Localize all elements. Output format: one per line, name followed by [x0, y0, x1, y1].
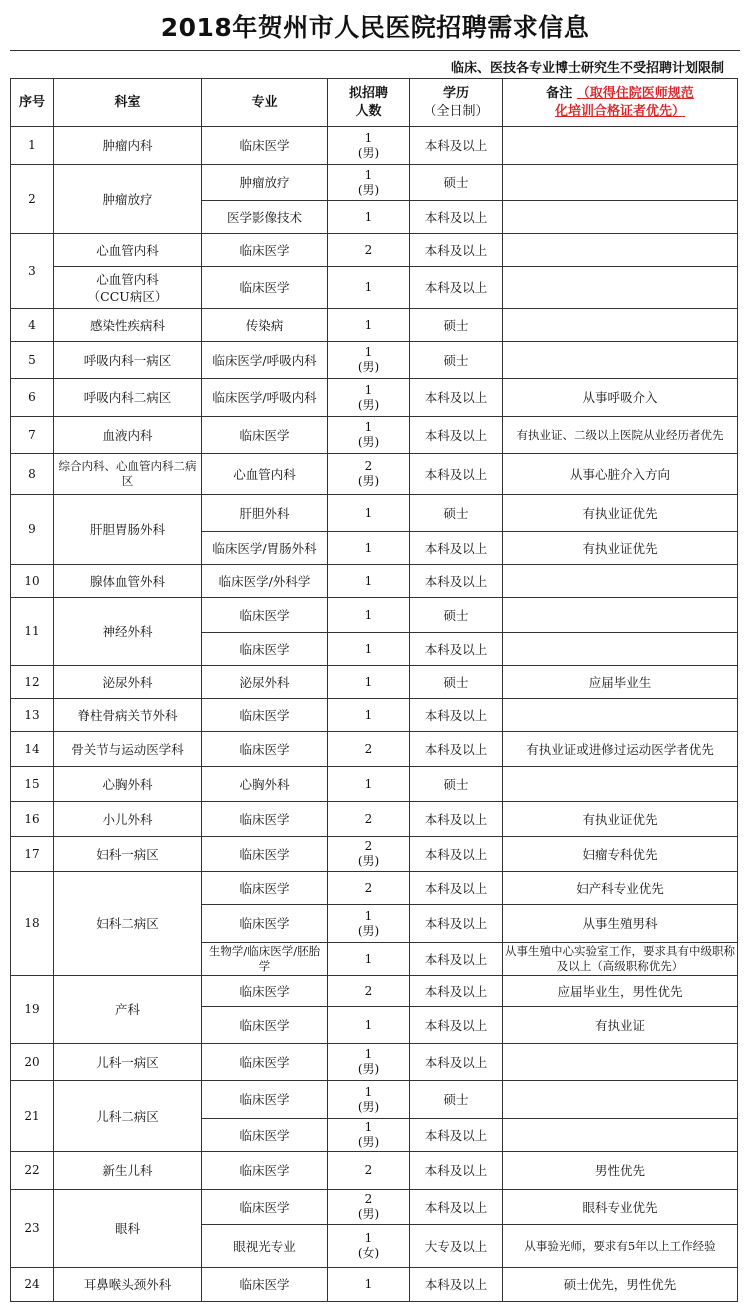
cell-dept: 腺体血管外科	[54, 565, 202, 598]
cell-note: 应届毕业生，男性优先	[503, 976, 738, 1007]
cell-count: 2	[328, 732, 410, 767]
cell-count: 1 (男)	[328, 342, 410, 379]
cell-major: 眼视光专业	[202, 1225, 328, 1268]
cell-seq: 20	[11, 1044, 54, 1081]
cell-dept: 小儿外科	[54, 802, 202, 837]
cell-note	[503, 309, 738, 342]
cell-education: 本科及以上	[410, 1268, 503, 1302]
cell-count: 1	[328, 565, 410, 598]
cell-dept: 心胸外科	[54, 767, 202, 802]
cell-education: 本科及以上	[410, 1152, 503, 1190]
page-subtitle: 临床、医技各专业博士研究生不受招聘计划限制	[450, 61, 724, 76]
cell-seq: 7	[11, 417, 54, 454]
cell-dept: 儿科一病区	[54, 1044, 202, 1081]
cell-count: 1	[328, 1268, 410, 1302]
cell-note: 妇瘤专科优先	[503, 837, 738, 872]
cell-dept: 骨关节与运动医学科	[54, 732, 202, 767]
cell-count: 2	[328, 802, 410, 837]
cell-major: 临床医学/呼吸内科	[202, 379, 328, 417]
cell-note: 有执业证优先	[503, 495, 738, 532]
cell-education: 本科及以上	[410, 633, 503, 666]
cell-education: 本科及以上	[410, 1190, 503, 1225]
cell-education: 本科及以上	[410, 1007, 503, 1044]
cell-note	[503, 1119, 738, 1152]
cell-major: 肝胆外科	[202, 495, 328, 532]
cell-count: 1	[328, 666, 410, 699]
cell-note	[503, 342, 738, 379]
cell-dept: 产科	[54, 976, 202, 1044]
cell-education: 本科及以上	[410, 943, 503, 976]
cell-seq: 13	[11, 699, 54, 732]
cell-major: 临床医学	[202, 267, 328, 309]
cell-note: 从事生殖男科	[503, 905, 738, 943]
table-row	[11, 309, 738, 342]
cell-major: 泌尿外科	[202, 666, 328, 699]
note-red-text: （取得住院医师规范	[576, 85, 694, 101]
cell-count: 1 (男)	[328, 165, 410, 201]
table-row	[11, 598, 738, 633]
cell-seq: 6	[11, 379, 54, 417]
cell-dept: 妇科一病区	[54, 837, 202, 872]
cell-major: 临床医学	[202, 872, 328, 905]
cell-major: 临床医学	[202, 837, 328, 872]
cell-seq: 10	[11, 565, 54, 598]
cell-major: 临床医学	[202, 127, 328, 165]
cell-count: 1 (女)	[328, 1225, 410, 1268]
table-body	[11, 127, 738, 1302]
cell-note	[503, 234, 738, 267]
cell-count: 1	[328, 267, 410, 309]
cell-count: 1	[328, 1007, 410, 1044]
cell-education: 本科及以上	[410, 417, 503, 454]
cell-education: 本科及以上	[410, 267, 503, 309]
cell-note: 应届毕业生	[503, 666, 738, 699]
cell-education: 硕士	[410, 1081, 503, 1119]
cell-seq: 3	[11, 234, 54, 309]
cell-education: 本科及以上	[410, 976, 503, 1007]
table-row	[11, 767, 738, 802]
cell-major: 临床医学	[202, 1081, 328, 1119]
table-row	[11, 454, 738, 495]
cell-count: 1 (男)	[328, 417, 410, 454]
header-major: 专业	[202, 79, 328, 127]
cell-count: 2	[328, 976, 410, 1007]
cell-seq: 23	[11, 1190, 54, 1268]
cell-note: 有执业证优先	[503, 532, 738, 565]
cell-dept: 肿瘤放疗	[54, 165, 202, 234]
cell-count: 1 (男)	[328, 1081, 410, 1119]
cell-major: 临床医学	[202, 1190, 328, 1225]
header-seq: 序号	[11, 79, 54, 127]
cell-note	[503, 633, 738, 666]
table-row	[11, 234, 738, 267]
cell-count: 2	[328, 234, 410, 267]
cell-dept: 呼吸内科二病区	[54, 379, 202, 417]
cell-seq: 2	[11, 165, 54, 234]
cell-note	[503, 565, 738, 598]
cell-dept: 妇科二病区	[54, 872, 202, 976]
cell-major: 临床医学	[202, 976, 328, 1007]
cell-seq: 8	[11, 454, 54, 495]
cell-count: 1 (男)	[328, 127, 410, 165]
header-education: 学历 （全日制）	[410, 79, 503, 127]
cell-seq: 17	[11, 837, 54, 872]
cell-dept: 感染性疾病科	[54, 309, 202, 342]
cell-major: 生物学/临床医学/胚胎学	[202, 943, 328, 976]
cell-note: 有执业证优先	[503, 802, 738, 837]
cell-count: 1	[328, 495, 410, 532]
cell-note: 从事心脏介入方向	[503, 454, 738, 495]
table-row	[11, 495, 738, 532]
cell-major: 心血管内科	[202, 454, 328, 495]
cell-seq: 15	[11, 767, 54, 802]
cell-count: 1	[328, 633, 410, 666]
cell-note: 从事验光师，要求有5年以上工作经验	[503, 1225, 738, 1268]
cell-count: 2	[328, 872, 410, 905]
table-row	[11, 732, 738, 767]
cell-dept: 泌尿外科	[54, 666, 202, 699]
cell-count: 1 (男)	[328, 1119, 410, 1152]
cell-education: 硕士	[410, 165, 503, 201]
cell-dept: 眼科	[54, 1190, 202, 1268]
cell-dept: 脊柱骨病关节外科	[54, 699, 202, 732]
cell-count: 1	[328, 943, 410, 976]
cell-note: 有执业证	[503, 1007, 738, 1044]
cell-seq: 16	[11, 802, 54, 837]
recruitment-table	[10, 78, 738, 1302]
cell-major: 心胸外科	[202, 767, 328, 802]
cell-dept: 呼吸内科一病区	[54, 342, 202, 379]
table-row	[11, 1044, 738, 1081]
cell-major: 临床医学	[202, 802, 328, 837]
cell-count: 1	[328, 699, 410, 732]
table-row	[11, 802, 738, 837]
cell-dept: 神经外科	[54, 598, 202, 666]
cell-note	[503, 767, 738, 802]
cell-education: 硕士	[410, 342, 503, 379]
cell-seq: 19	[11, 976, 54, 1044]
cell-major: 临床医学/胃肠外科	[202, 532, 328, 565]
cell-education: 本科及以上	[410, 837, 503, 872]
cell-education: 硕士	[410, 666, 503, 699]
cell-count: 1	[328, 767, 410, 802]
table-row	[11, 342, 738, 379]
cell-seq: 9	[11, 495, 54, 565]
cell-note: 有执业证、二级以上医院从业经历者优先	[503, 417, 738, 454]
cell-count: 2 (男)	[328, 1190, 410, 1225]
cell-note	[503, 127, 738, 165]
cell-dept: 肝胆胃肠外科	[54, 495, 202, 565]
cell-dept: 儿科二病区	[54, 1081, 202, 1152]
header-row	[11, 79, 738, 127]
cell-count: 1 (男)	[328, 905, 410, 943]
cell-major: 临床医学	[202, 598, 328, 633]
cell-major: 临床医学	[202, 633, 328, 666]
cell-count: 1 (男)	[328, 1044, 410, 1081]
cell-seq: 12	[11, 666, 54, 699]
cell-education: 本科及以上	[410, 802, 503, 837]
cell-note	[503, 201, 738, 234]
cell-major: 临床医学/外科学	[202, 565, 328, 598]
cell-dept: 心血管内科 （CCU病区）	[54, 267, 202, 309]
cell-note: 妇产科专业优先	[503, 872, 738, 905]
cell-major: 医学影像技术	[202, 201, 328, 234]
cell-education: 本科及以上	[410, 127, 503, 165]
table-row	[11, 1190, 738, 1225]
header-count: 拟招聘 人数	[328, 79, 410, 127]
cell-seq: 5	[11, 342, 54, 379]
cell-education: 本科及以上	[410, 872, 503, 905]
header-dept: 科室	[54, 79, 202, 127]
cell-education: 本科及以上	[410, 201, 503, 234]
cell-dept: 耳鼻喉头颈外科	[54, 1268, 202, 1302]
cell-dept: 综合内科、心血管内科二病区	[54, 454, 202, 495]
cell-dept: 新生儿科	[54, 1152, 202, 1190]
cell-education: 硕士	[410, 309, 503, 342]
cell-education: 大专及以上	[410, 1225, 503, 1268]
cell-note	[503, 267, 738, 309]
cell-seq: 4	[11, 309, 54, 342]
cell-count: 2 (男)	[328, 837, 410, 872]
cell-education: 本科及以上	[410, 454, 503, 495]
cell-note	[503, 598, 738, 633]
table-row	[11, 666, 738, 699]
cell-seq: 14	[11, 732, 54, 767]
cell-seq: 21	[11, 1081, 54, 1152]
cell-dept: 肿瘤内科	[54, 127, 202, 165]
cell-count: 2 (男)	[328, 454, 410, 495]
cell-note	[503, 699, 738, 732]
table-row	[11, 1081, 738, 1119]
page-title: 2018年贺州市人民医院招聘需求信息	[160, 13, 590, 42]
cell-major: 临床医学	[202, 1044, 328, 1081]
cell-seq: 24	[11, 1268, 54, 1302]
table-row	[11, 872, 738, 905]
cell-major: 临床医学	[202, 1268, 328, 1302]
cell-major: 临床医学	[202, 1152, 328, 1190]
cell-note: 有执业证或进修过运动医学者优先	[503, 732, 738, 767]
table-row	[11, 127, 738, 165]
cell-education: 硕士	[410, 767, 503, 802]
cell-major: 临床医学/呼吸内科	[202, 342, 328, 379]
table-row	[11, 699, 738, 732]
cell-education: 本科及以上	[410, 1044, 503, 1081]
cell-note: 男性优先	[503, 1152, 738, 1190]
cell-note: 硕士优先，男性优先	[503, 1268, 738, 1302]
cell-note	[503, 1081, 738, 1119]
cell-note: 从事生殖中心实验室工作，要求具有中级职称及以上（高级职称优先）	[503, 943, 738, 976]
cell-major: 传染病	[202, 309, 328, 342]
cell-seq: 22	[11, 1152, 54, 1190]
cell-count: 1	[328, 598, 410, 633]
cell-count: 1	[328, 309, 410, 342]
cell-note: 从事呼吸介入	[503, 379, 738, 417]
cell-education: 硕士	[410, 598, 503, 633]
table-row	[11, 379, 738, 417]
cell-major: 临床医学	[202, 1119, 328, 1152]
cell-major: 临床医学	[202, 417, 328, 454]
cell-education: 本科及以上	[410, 532, 503, 565]
cell-major: 肿瘤放疗	[202, 165, 328, 201]
cell-education: 本科及以上	[410, 234, 503, 267]
table-row	[11, 267, 738, 309]
cell-note	[503, 1044, 738, 1081]
cell-count: 2	[328, 1152, 410, 1190]
cell-count: 1 (男)	[328, 379, 410, 417]
cell-dept: 心血管内科	[54, 234, 202, 267]
table-row	[11, 1152, 738, 1190]
cell-major: 临床医学	[202, 1007, 328, 1044]
cell-education: 本科及以上	[410, 565, 503, 598]
cell-education: 本科及以上	[410, 379, 503, 417]
cell-major: 临床医学	[202, 699, 328, 732]
cell-education: 本科及以上	[410, 699, 503, 732]
cell-count: 1	[328, 532, 410, 565]
table-row	[11, 417, 738, 454]
cell-seq: 1	[11, 127, 54, 165]
title-divider	[10, 50, 740, 51]
cell-education: 本科及以上	[410, 732, 503, 767]
cell-count: 1	[328, 201, 410, 234]
cell-education: 硕士	[410, 495, 503, 532]
cell-major: 临床医学	[202, 234, 328, 267]
cell-education: 本科及以上	[410, 905, 503, 943]
cell-major: 临床医学	[202, 732, 328, 767]
cell-dept: 血液内科	[54, 417, 202, 454]
table-row	[11, 1268, 738, 1302]
cell-major: 临床医学	[202, 905, 328, 943]
header-note: 备注 （取得住院医师规范 化培训合格证者优先）	[503, 79, 738, 127]
cell-seq: 11	[11, 598, 54, 666]
cell-note	[503, 165, 738, 201]
cell-note: 眼科专业优先	[503, 1190, 738, 1225]
cell-education: 本科及以上	[410, 1119, 503, 1152]
cell-seq: 18	[11, 872, 54, 976]
table-row	[11, 837, 738, 872]
table-row	[11, 165, 738, 201]
table-row	[11, 565, 738, 598]
table-row	[11, 976, 738, 1007]
